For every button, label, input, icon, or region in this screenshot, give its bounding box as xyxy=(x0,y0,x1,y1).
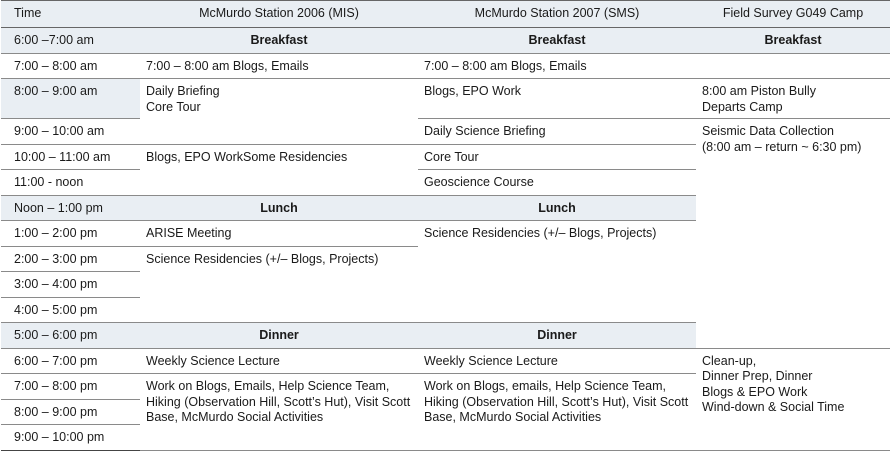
time-cell: 8:00 – 9:00 am xyxy=(1,79,140,119)
mis-lunch: Lunch xyxy=(140,195,418,221)
sms-core-tour: Core Tour xyxy=(418,144,696,170)
time-cell: 7:00 – 8:00 pm xyxy=(1,374,140,400)
time-cell: 2:00 – 3:00 pm xyxy=(1,246,140,272)
sms-blogs-epo: Blogs, EPO Work xyxy=(418,79,696,119)
mis-residencies: Science Residencies (+/– Blogs, Projects) xyxy=(140,246,418,323)
camp-seismic-line1: Seismic Data Collection xyxy=(702,124,834,138)
sms-lunch: Lunch xyxy=(418,195,696,221)
sms-daily-briefing: Daily Science Briefing xyxy=(418,119,696,145)
table-row xyxy=(1,79,890,119)
table-row xyxy=(1,53,890,79)
camp-evening-line1: Clean-up, xyxy=(702,353,757,368)
time-cell: 4:00 – 5:00 pm xyxy=(1,297,140,323)
camp-evening-line2: Dinner Prep, Dinner xyxy=(702,369,813,383)
time-cell: 10:00 – 11:00 am xyxy=(14,149,111,164)
header-sms: McMurdo Station 2007 (SMS) xyxy=(418,1,696,28)
header-time: Time xyxy=(1,1,140,28)
header-mis: McMurdo Station 2006 (MIS) xyxy=(140,1,418,28)
time-cell: Noon – 1:00 pm xyxy=(1,195,140,221)
mis-evening: Work on Blogs, Emails, Help Science Team, Hiking (Observation Hill, Scott’s Hut), Visit Scott Base, McMurdo Social Activities xyxy=(140,374,418,451)
camp-evening-line3: Blogs & EPO Work xyxy=(702,384,808,399)
sms-geoscience: Geoscience Course xyxy=(418,170,696,196)
camp-piston-line1: 8:00 am Piston Bully xyxy=(702,84,816,98)
time-cell: 6:00 –7:00 am xyxy=(1,28,140,54)
sms-blogs-emails: 7:00 – 8:00 am Blogs, Emails xyxy=(418,53,696,79)
sms-lecture: Weekly Science Lecture xyxy=(418,348,696,374)
sms-dinner: Dinner xyxy=(418,323,696,349)
mis-arise: ARISE Meeting xyxy=(140,221,418,247)
header-camp: Field Survey G049 Camp xyxy=(696,1,890,28)
sms-evening: Work on Blogs, emails, Help Science Team, Hiking (Observation Hill, Scott’s Hut), Visit Scott Base, McMurdo Social Activities xyxy=(418,374,696,451)
time-cell: 6:00 – 7:00 pm xyxy=(1,348,140,374)
mis-blogs-emails: 7:00 – 8:00 am Blogs, Emails xyxy=(140,53,418,79)
time-cell: 8:00 – 9:00 pm xyxy=(1,399,140,425)
sms-breakfast: Breakfast xyxy=(418,28,696,54)
time-cell: 7:00 – 8:00 am xyxy=(1,53,140,79)
sms-residencies: Science Residencies (+/– Blogs, Projects) xyxy=(418,221,696,323)
mis-breakfast: Breakfast xyxy=(140,28,418,54)
camp-evening xyxy=(696,348,890,450)
time-cell: 5:00 – 6:00 pm xyxy=(1,323,140,349)
mis-briefing-tour xyxy=(140,79,418,145)
header-row xyxy=(1,1,890,28)
camp-evening-line4: Wind-down & Social Time xyxy=(702,400,845,414)
camp-empty xyxy=(696,53,890,79)
time-cell: 3:00 – 4:00 pm xyxy=(1,272,140,298)
camp-seismic xyxy=(696,119,890,349)
camp-seismic-line2: (8:00 am – return ~ 6:30 pm) xyxy=(702,139,862,154)
time-cell: 9:00 – 10:00 am xyxy=(1,119,140,145)
table-row xyxy=(1,28,890,54)
mis-daily-briefing: Daily Briefing xyxy=(146,84,220,98)
mis-core-tour: Core Tour xyxy=(146,99,201,114)
camp-piston-bully xyxy=(696,79,890,119)
time-cell: 11:00 - noon xyxy=(1,170,140,196)
time-cell: 1:00 – 2:00 pm xyxy=(1,221,140,247)
camp-breakfast: Breakfast xyxy=(696,28,890,54)
mis-blogs-epo: Blogs, EPO WorkSome Residencies xyxy=(140,144,418,195)
camp-piston-line2: Departs Camp xyxy=(702,99,783,114)
mis-dinner: Dinner xyxy=(140,323,418,349)
table-row xyxy=(1,119,890,145)
schedule-table xyxy=(1,0,890,451)
table-row xyxy=(1,348,890,374)
mis-lecture: Weekly Science Lecture xyxy=(140,348,418,374)
time-cell: 9:00 – 10:00 pm xyxy=(1,425,140,451)
